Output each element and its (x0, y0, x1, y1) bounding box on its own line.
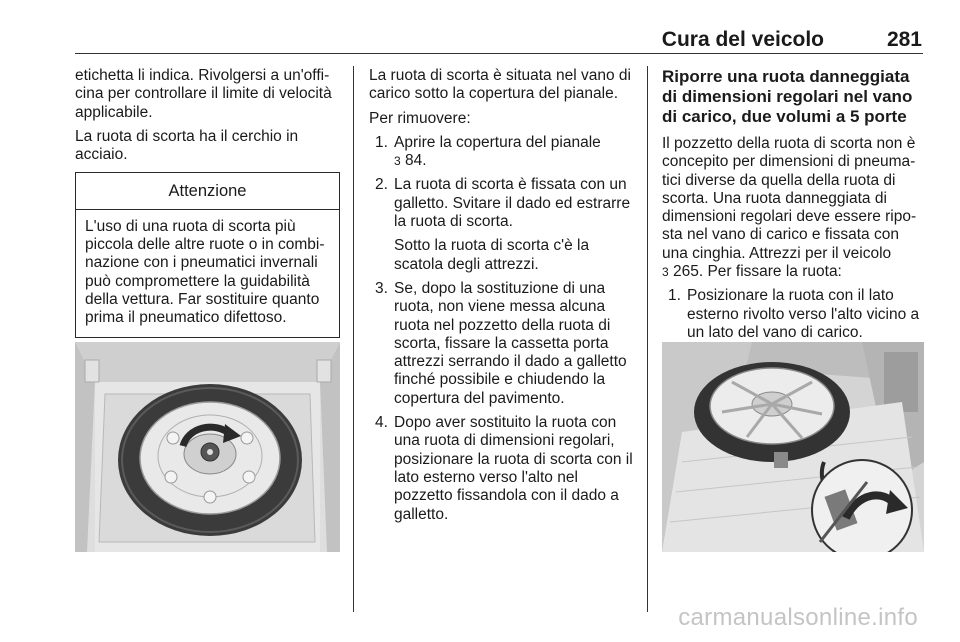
ref-arrow-icon: 3 (662, 265, 669, 280)
step-item (662, 287, 925, 342)
step-number: 1. (668, 287, 681, 305)
header-page-number: 281 (886, 28, 922, 51)
step-text: Se, dopo la sostituzione di una ruota, non viene messa alcuna ruota nel pozzetto della ruota di scorta, fissare la cassetta porta attrezzi serrando il dado a galletto finché possibile e chiudendo la copertura del pavimento. (394, 279, 627, 407)
column-1 (75, 67, 340, 338)
warning-box (75, 172, 340, 337)
ref-arrow-icon: 3 (394, 154, 401, 169)
col2-remove-label: Per rimuovere: (369, 109, 471, 127)
watermark: carmanualsonline.info (678, 604, 918, 631)
step-text: Aprire la copertura del pianale (394, 133, 601, 151)
column-2 (369, 67, 635, 530)
column-3 (662, 67, 925, 348)
column-divider-1 (353, 66, 354, 612)
figure-wheel-in-cargo-area (662, 342, 924, 552)
header-section-title: Cura del veicolo (661, 28, 824, 51)
step-item (369, 134, 635, 171)
page-reference: 84. (405, 152, 427, 170)
column-divider-2 (647, 66, 648, 612)
step-number: 2. (375, 176, 388, 194)
step-number: 3. (375, 279, 388, 297)
storage-steps (662, 287, 925, 342)
step-number: 4. (375, 414, 388, 432)
col1-paragraph-2: La ruota di scorta ha il cerchio in acciaio. (75, 127, 299, 164)
page-reference: 265. Per fissare la ruota: (673, 263, 842, 281)
step-note: Sotto la ruota di scorta c'è la scatola degli attrezzi. (394, 237, 590, 273)
step-number: 1. (375, 133, 388, 151)
section-heading: Riporre una ruota danneggiata di dimensioni regolari nel vano di carico, due volumi a 5 porte (662, 67, 913, 126)
col2-intro: La ruota di scorta è situata nel vano di carico sotto la copertura del pianale. (369, 67, 631, 103)
removal-steps (369, 134, 635, 524)
step-item (369, 414, 635, 524)
step-text: La ruota di scorta è fissata con un galletto. Svitare il dado ed estrarre la ruota di scorta. (394, 176, 631, 231)
step-text: Posizionare la ruota con il lato esterno rivolto verso l'alto vicino a un lato del vano di carico. (687, 287, 920, 341)
step-text: Dopo aver sostituito la ruota con una ruota di dimensioni regolari, posizionare la ruota di scorta con il lato esterno verso l'alto nel pozzetto fissandola con il dado a galletto. (394, 414, 633, 523)
header-rule (75, 53, 923, 54)
figure-spare-wheel-well (75, 342, 340, 552)
step-item (369, 280, 635, 408)
warning-title: Attenzione (76, 173, 339, 209)
col3-paragraph: Il pozzetto della ruota di scorta non è concepito per dimensioni di pneuma-tici diverse da quella della ruota di scorta. Una ruota danneggiata di dimensioni regolari deve essere ripo-sta nel vano di carico e fissata con una cinghia. Attrezzi per il veicolo 3 265. Per fissare la ruota: (662, 135, 917, 281)
warning-body: L'uso di una ruota di scorta più piccola delle altre ruote o in combi-nazione con i pneumatici invernali può compromettere la guidabilità della vettura. Far sostituire quanto prima il pneumatico difettoso. (85, 217, 325, 327)
step-item (369, 176, 635, 273)
col1-paragraph-1: etichetta li indica. Rivolgersi a un'offi-cina per controllare il limite di velocità applicabile. (75, 67, 332, 121)
